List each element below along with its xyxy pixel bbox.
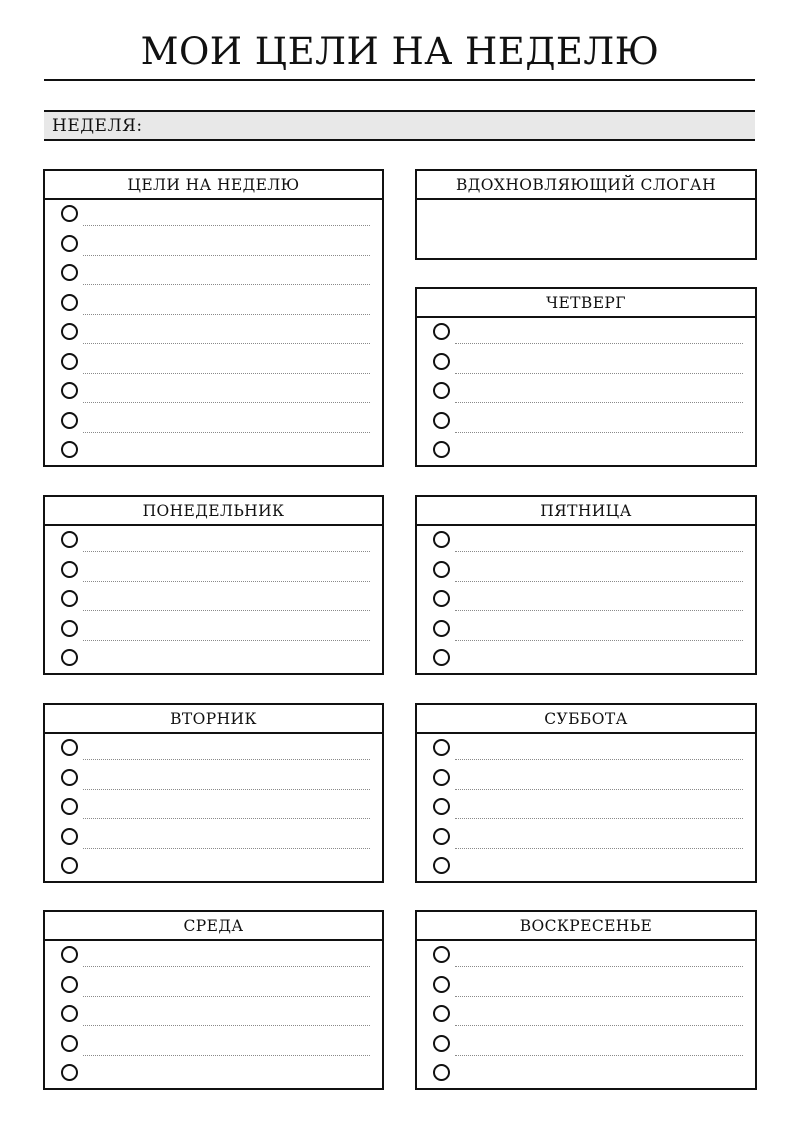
slogan-heading: ВДОХНОВЛЯЮЩИЙ СЛОГАН — [417, 171, 755, 200]
checklist-row[interactable] — [45, 259, 382, 289]
checklist-row[interactable] — [417, 436, 755, 466]
checklist-row[interactable] — [417, 793, 755, 823]
checkbox-circle-icon[interactable] — [61, 264, 78, 281]
dotted-writing-line — [83, 1025, 370, 1026]
checklist-row[interactable] — [417, 1059, 755, 1089]
dotted-writing-line — [455, 1025, 743, 1026]
title-underline — [44, 79, 755, 81]
checkbox-circle-icon[interactable] — [433, 1064, 450, 1081]
thursday-heading: ЧЕТВЕРГ — [417, 289, 755, 318]
monday-list — [45, 526, 382, 674]
tuesday-heading: ВТОРНИК — [45, 705, 382, 734]
checklist-row[interactable] — [45, 585, 382, 615]
dotted-writing-line — [455, 551, 743, 552]
checklist-row[interactable] — [417, 941, 755, 971]
checkbox-circle-icon[interactable] — [433, 798, 450, 815]
slogan-writing-area[interactable] — [417, 200, 755, 258]
weekly-goals-list — [45, 200, 382, 466]
checkbox-circle-icon[interactable] — [61, 531, 78, 548]
checkbox-circle-icon[interactable] — [61, 294, 78, 311]
checklist-row[interactable] — [417, 644, 755, 674]
dotted-writing-line — [83, 314, 370, 315]
checkbox-circle-icon[interactable] — [61, 441, 78, 458]
checklist-row[interactable] — [417, 318, 755, 348]
dotted-writing-line — [83, 551, 370, 552]
checkbox-circle-icon[interactable] — [433, 531, 450, 548]
checklist-row[interactable] — [45, 556, 382, 586]
checkbox-circle-icon[interactable] — [433, 946, 450, 963]
checklist-row[interactable] — [417, 734, 755, 764]
checklist-row[interactable] — [45, 852, 382, 882]
checklist-row[interactable] — [45, 230, 382, 260]
checkbox-circle-icon[interactable] — [433, 1005, 450, 1022]
saturday-heading: СУББОТА — [417, 705, 755, 734]
checklist-row[interactable] — [45, 1059, 382, 1089]
checklist-row[interactable] — [417, 764, 755, 794]
friday-list — [417, 526, 755, 674]
checklist-row[interactable] — [45, 377, 382, 407]
tuesday-list — [45, 734, 382, 882]
sunday-card — [415, 910, 757, 1090]
checkbox-circle-icon[interactable] — [433, 1035, 450, 1052]
checkbox-circle-icon[interactable] — [61, 976, 78, 993]
saturday-list — [417, 734, 755, 882]
checklist-row[interactable] — [45, 526, 382, 556]
dotted-writing-line — [455, 432, 743, 433]
checklist-row[interactable] — [417, 348, 755, 378]
checkbox-circle-icon[interactable] — [61, 620, 78, 637]
checkbox-circle-icon[interactable] — [61, 1064, 78, 1081]
weekly-goals-heading: ЦЕЛИ НА НЕДЕЛЮ — [45, 171, 382, 200]
dotted-writing-line — [83, 610, 370, 611]
checkbox-circle-icon[interactable] — [433, 857, 450, 874]
checkbox-circle-icon[interactable] — [61, 769, 78, 786]
checklist-row[interactable] — [417, 377, 755, 407]
dotted-writing-line — [83, 789, 370, 790]
dotted-writing-line — [83, 373, 370, 374]
checklist-row[interactable] — [45, 289, 382, 319]
checkbox-circle-icon[interactable] — [61, 205, 78, 222]
checkbox-circle-icon[interactable] — [61, 857, 78, 874]
dotted-writing-line — [83, 343, 370, 344]
checkbox-circle-icon[interactable] — [61, 798, 78, 815]
checkbox-circle-icon[interactable] — [61, 1035, 78, 1052]
dotted-writing-line — [83, 432, 370, 433]
checkbox-circle-icon[interactable] — [433, 323, 450, 340]
checklist-row[interactable] — [45, 436, 382, 466]
checklist-row[interactable] — [45, 200, 382, 230]
checklist-row[interactable] — [45, 407, 382, 437]
wednesday-heading: СРЕДА — [45, 912, 382, 941]
checkbox-circle-icon[interactable] — [61, 323, 78, 340]
dotted-writing-line — [83, 225, 370, 226]
checklist-row[interactable] — [417, 852, 755, 882]
checkbox-circle-icon[interactable] — [61, 353, 78, 370]
dotted-writing-line — [455, 343, 743, 344]
checkbox-circle-icon[interactable] — [61, 1005, 78, 1022]
checklist-row[interactable] — [45, 734, 382, 764]
checklist-row[interactable] — [45, 348, 382, 378]
monday-card — [43, 495, 384, 675]
thursday-list — [417, 318, 755, 466]
friday-card — [415, 495, 757, 675]
saturday-card — [415, 703, 757, 883]
dotted-writing-line — [455, 789, 743, 790]
checklist-row[interactable] — [417, 556, 755, 586]
checkbox-circle-icon[interactable] — [433, 382, 450, 399]
checkbox-circle-icon[interactable] — [433, 412, 450, 429]
wednesday-list — [45, 941, 382, 1089]
checkbox-circle-icon[interactable] — [61, 561, 78, 578]
dotted-writing-line — [455, 996, 743, 997]
checkbox-circle-icon[interactable] — [61, 739, 78, 756]
checkbox-circle-icon[interactable] — [61, 649, 78, 666]
dotted-writing-line — [455, 966, 743, 967]
checklist-row[interactable] — [45, 1030, 382, 1060]
checkbox-circle-icon[interactable] — [61, 412, 78, 429]
dotted-writing-line — [83, 640, 370, 641]
dotted-writing-line — [455, 581, 743, 582]
dotted-writing-line — [455, 610, 743, 611]
checkbox-circle-icon[interactable] — [61, 828, 78, 845]
weekly-goals-card — [43, 169, 384, 467]
checkbox-circle-icon[interactable] — [433, 769, 450, 786]
checkbox-circle-icon[interactable] — [433, 828, 450, 845]
checkbox-circle-icon[interactable] — [433, 441, 450, 458]
dotted-writing-line — [83, 996, 370, 997]
checkbox-circle-icon[interactable] — [433, 561, 450, 578]
checklist-row[interactable] — [417, 407, 755, 437]
checkbox-circle-icon[interactable] — [61, 590, 78, 607]
checkbox-circle-icon[interactable] — [61, 382, 78, 399]
tuesday-card — [43, 703, 384, 883]
checklist-row[interactable] — [417, 615, 755, 645]
dotted-writing-line — [83, 402, 370, 403]
checkbox-circle-icon[interactable] — [433, 739, 450, 756]
checklist-row[interactable] — [417, 526, 755, 556]
checkbox-circle-icon[interactable] — [433, 620, 450, 637]
checkbox-circle-icon[interactable] — [433, 976, 450, 993]
dotted-writing-line — [83, 966, 370, 967]
checkbox-circle-icon[interactable] — [61, 235, 78, 252]
dotted-writing-line — [455, 818, 743, 819]
checklist-row[interactable] — [45, 644, 382, 674]
dotted-writing-line — [83, 1055, 370, 1056]
slogan-card — [415, 169, 757, 260]
sunday-list — [417, 941, 755, 1089]
sunday-heading: ВОСКРЕСЕНЬЕ — [417, 912, 755, 941]
dotted-writing-line — [83, 581, 370, 582]
checklist-row[interactable] — [45, 615, 382, 645]
checklist-row[interactable] — [45, 941, 382, 971]
checkbox-circle-icon[interactable] — [61, 946, 78, 963]
checklist-row[interactable] — [45, 793, 382, 823]
wednesday-card — [43, 910, 384, 1090]
dotted-writing-line — [455, 848, 743, 849]
checklist-row[interactable] — [45, 823, 382, 853]
week-field[interactable] — [44, 110, 755, 141]
dotted-writing-line — [455, 373, 743, 374]
monday-heading: ПОНЕДЕЛЬНИК — [45, 497, 382, 526]
checklist-row[interactable] — [417, 823, 755, 853]
week-label: НЕДЕЛЯ: — [52, 115, 143, 136]
checkbox-circle-icon[interactable] — [433, 353, 450, 370]
checkbox-circle-icon[interactable] — [433, 649, 450, 666]
checklist-row[interactable] — [45, 971, 382, 1001]
checklist-row[interactable] — [45, 318, 382, 348]
dotted-writing-line — [455, 402, 743, 403]
checklist-row[interactable] — [417, 1030, 755, 1060]
dotted-writing-line — [83, 848, 370, 849]
dotted-writing-line — [455, 640, 743, 641]
friday-heading: ПЯТНИЦА — [417, 497, 755, 526]
checklist-row[interactable] — [417, 1000, 755, 1030]
checklist-row[interactable] — [45, 1000, 382, 1030]
dotted-writing-line — [83, 818, 370, 819]
dotted-writing-line — [83, 284, 370, 285]
dotted-writing-line — [83, 255, 370, 256]
dotted-writing-line — [83, 759, 370, 760]
checklist-row[interactable] — [417, 971, 755, 1001]
checklist-row[interactable] — [45, 764, 382, 794]
checklist-row[interactable] — [417, 585, 755, 615]
thursday-card — [415, 287, 757, 467]
checkbox-circle-icon[interactable] — [433, 590, 450, 607]
dotted-writing-line — [455, 759, 743, 760]
dotted-writing-line — [455, 1055, 743, 1056]
page-title: МОИ ЦЕЛИ НА НЕДЕЛЮ — [140, 30, 660, 73]
